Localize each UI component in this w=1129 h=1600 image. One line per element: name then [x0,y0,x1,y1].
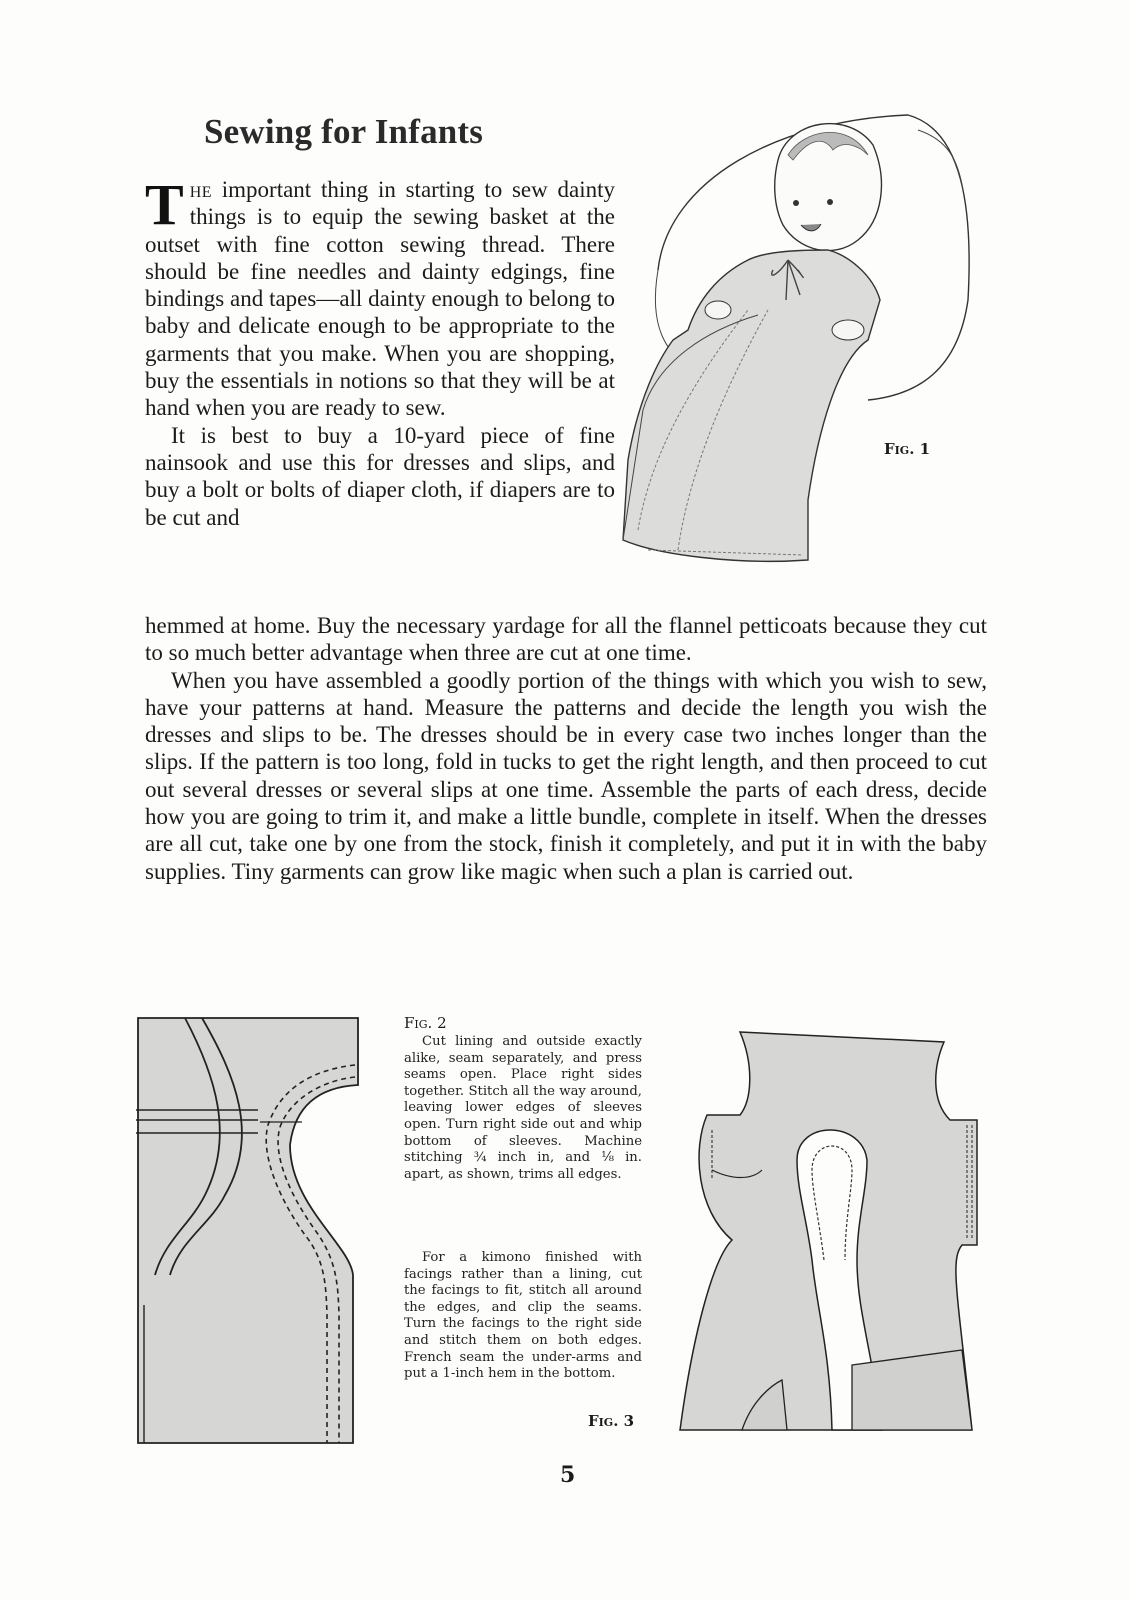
intro-column [145,172,615,531]
baby-in-kimono-illustration [618,100,978,570]
page-number: 5 [560,1462,576,1488]
fig-2-label: Fig. 2 [404,1014,447,1032]
fig-2-caption [404,1034,642,1183]
fig-3-caption-text: For a kimono finished with facings rather than a lining, cut the facings to fit, stitch all around the edges, and clip the seams. Turn the facings to the right side and stitch them on both edges. French seam the under-arms and put a 1-inch hem in the bottom. [404,1250,642,1382]
kimono-with-facings-diagram [672,1020,982,1440]
paragraph-3: When you have assembled a goodly portion of the things with which you wish to sew, have your patterns at hand. Measure the patterns and decide the length you wish the dresses and slips to be. The dresses should be in every case two inches longer than the slips. If the pattern is too long, fold in tucks to get the right length, and then proceed to cut out several dresses or several slips at one time. Assemble the parts of each dress, decide how you are going to trim it, and make a little bundle, complete in itself. When the dresses are all cut, take one by one from the stock, finish it completely, and put it in with the baby supplies. Tiny garments can grow like magic when such a plan is carried out. [145,667,987,884]
paragraph-2-end: hemmed at home. Buy the necessary yardage for all the flannel petticoats because they cut to so much better advantage when three are cut at one time. [145,613,987,666]
kimono-pattern-piece-diagram [130,1015,370,1445]
body-text [145,612,987,885]
fig-3-label: Fig. 3 [588,1412,635,1430]
page-title: Sewing for Infants [204,112,484,151]
fig-1-label: Fig. 1 [884,440,931,458]
paragraph-1-text: important thing in starting to sew dainty things is to equip the sewing basket at the outset with fine cotton sewing thread. There should be fine needles and dainty edgings, fine bindings and tapes—all dainty enough to belong to baby and delicate enough to be appropriate to the garments that you make. When you are shopping, buy the essentials in notions so that they will be at hand when you are ready to sew. [145,177,615,421]
fig-3-caption [404,1250,642,1383]
paragraph-2-start: It is best to buy a 10-yard piece of fine nainsook and use this for dresses and slips, and buy a bolt or bolts of diaper cloth, if diapers are to be cut and [145,422,615,530]
paragraph-1 [145,172,615,422]
lead-smallcaps: he [189,177,213,202]
fig-2-caption-text: Cut lining and outside exactly alike, seam separately, and press seams open. Place right sides together. Stitch all the way around, leaving lower edges of sleeves open. Turn right side out and whip bottom of sleeves. Machine stitching ¾ inch in, and ⅛ in. apart, as shown, trims all edges. [404,1034,642,1182]
drop-cap: T [145,172,184,237]
